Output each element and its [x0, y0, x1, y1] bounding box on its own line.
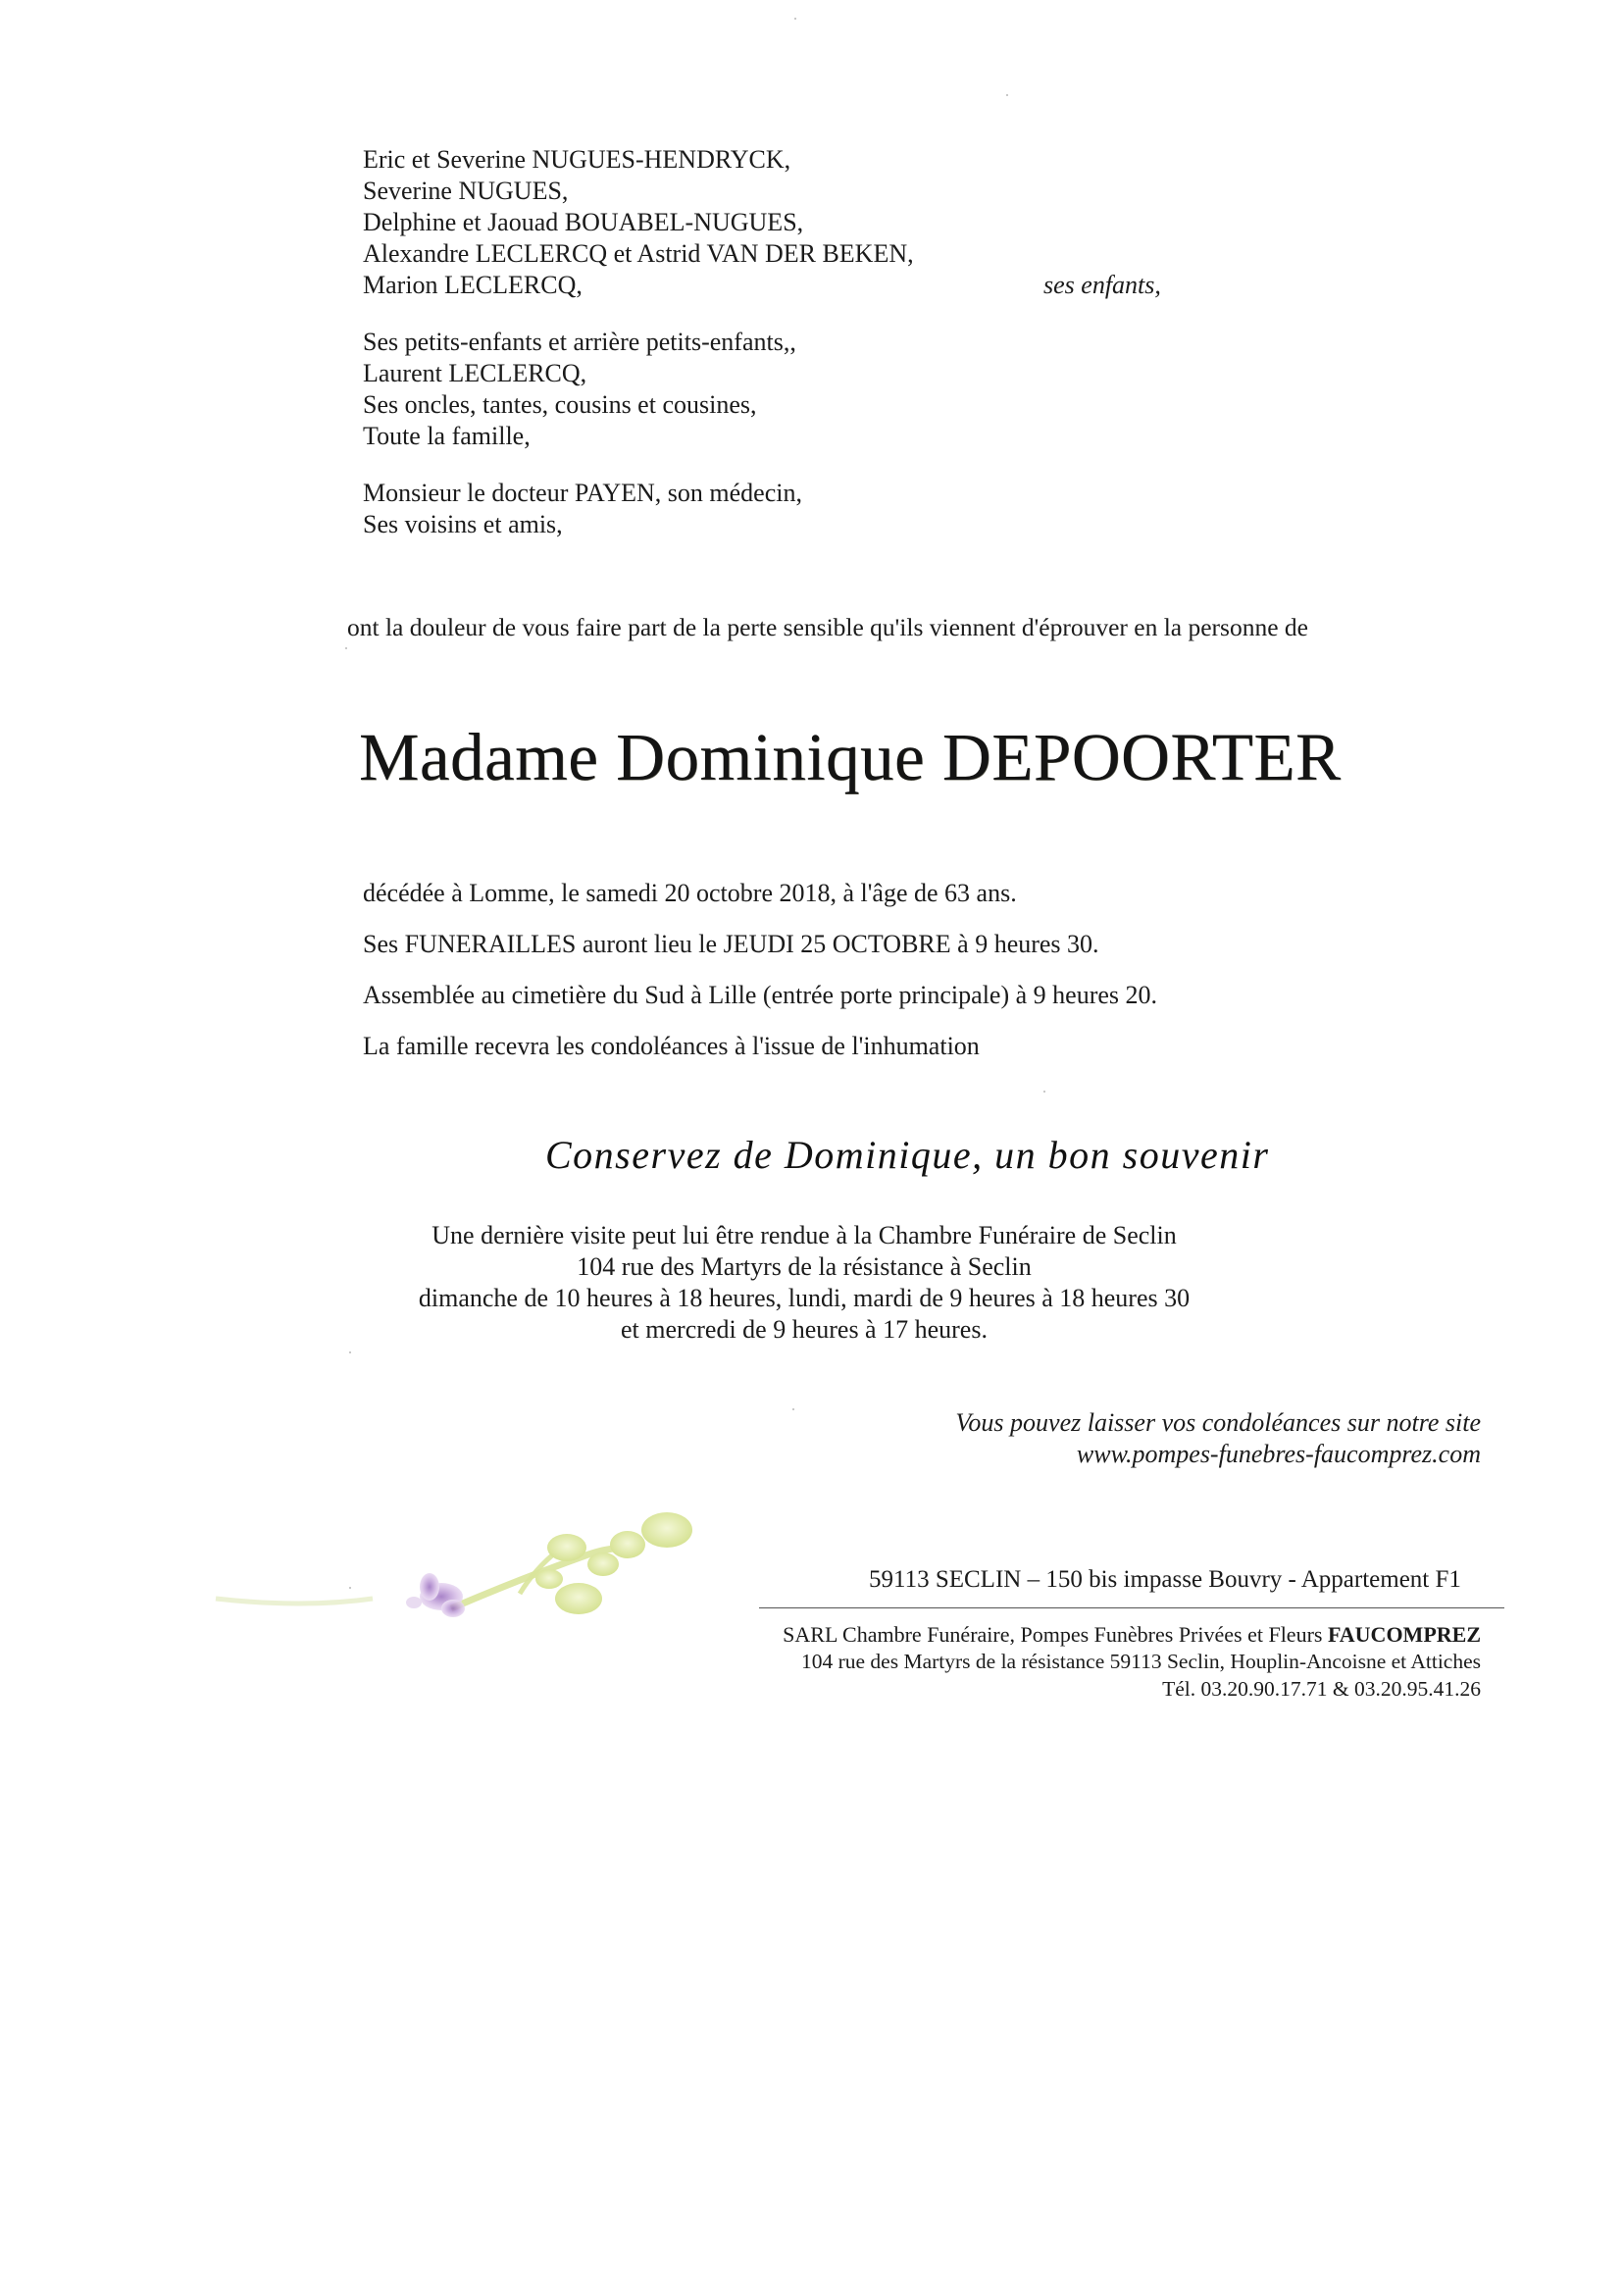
family-member-line: Ses voisins et amis, [363, 510, 563, 538]
detail-line: Ses FUNERAILLES auront lieu le JEUDI 25 OCTOBRE à 9 heures 30. [363, 930, 1099, 958]
children-role-label: ses enfants, [1043, 271, 1161, 299]
family-member-line: Toute la famille, [363, 422, 531, 450]
scan-speck [345, 647, 347, 649]
scan-speck [349, 1351, 351, 1353]
detail-line: Assemblée au cimetière du Sud à Lille (entrée porte principale) à 9 heures 20. [363, 981, 1158, 1009]
orchid-decoration-icon [196, 1501, 745, 1648]
announcement-text: ont la douleur de vous faire part de la perte sensible qu'ils viennent d'éprouver en la personne de [347, 613, 1308, 641]
website-invitation-text: Vous pouvez laisser vos condoléances sur notre site [955, 1408, 1481, 1437]
company-name: FAUCOMPREZ [1327, 1622, 1481, 1647]
detail-line: La famille recevra les condoléances à l'issue de l'inhumation [363, 1032, 980, 1060]
visit-line: 104 rue des Martyrs de la résistance à Seclin [577, 1252, 1032, 1281]
website-url-link[interactable]: www.pompes-funebres-faucomprez.com [1076, 1440, 1481, 1468]
remembrance-heading: Conservez de Dominique, un bon souvenir [545, 1133, 1270, 1177]
company-description: SARL Chambre Funéraire, Pompes Funèbres Privées et Fleurs [783, 1622, 1328, 1647]
deceased-name-heading: Madame Dominique DEPOORTER [359, 720, 1342, 794]
family-member-line: Severine NUGUES, [363, 177, 569, 205]
company-line [783, 1624, 1481, 1646]
company-address-line: 104 rue des Martyrs de la résistance 59113 Seclin, Houplin-Ancoisne et Attiches [800, 1650, 1481, 1673]
family-member-line: Ses oncles, tantes, cousins et cousines, [363, 390, 757, 419]
visit-line: dimanche de 10 heures à 18 heures, lundi, mardi de 9 heures à 18 heures 30 [418, 1284, 1191, 1312]
family-member-line: Monsieur le docteur PAYEN, son médecin, [363, 479, 802, 507]
family-member-line: Delphine et Jaouad BOUABEL-NUGUES, [363, 208, 804, 236]
family-member-line: Ses petits-enfants et arrière petits-enfants,, [363, 328, 796, 356]
scan-speck [792, 1408, 794, 1410]
visit-line: et mercredi de 9 heures à 17 heures. [621, 1315, 988, 1344]
scan-speck [1006, 94, 1008, 96]
family-member-line: Eric et Severine NUGUES-HENDRYCK, [363, 145, 791, 174]
scan-speck [794, 18, 796, 20]
family-member-line: Alexandre LECLERCQ et Astrid VAN DER BEKEN, [363, 239, 914, 268]
detail-line: décédée à Lomme, le samedi 20 octobre 2018, à l'âge de 63 ans. [363, 879, 1017, 907]
family-member-line: Laurent LECLERCQ, [363, 359, 587, 387]
address-line: 59113 SECLIN – 150 bis impasse Bouvry - Appartement F1 [869, 1566, 1461, 1593]
footer-divider [759, 1607, 1504, 1608]
scan-speck [1043, 1091, 1045, 1093]
company-phone-line: Tél. 03.20.90.17.71 & 03.20.95.41.26 [1162, 1677, 1481, 1701]
scan-speck [349, 1587, 351, 1589]
visit-line: Une dernière visite peut lui être rendue à la Chambre Funéraire de Seclin [431, 1221, 1177, 1249]
family-member-line: Marion LECLERCQ, [363, 271, 583, 299]
